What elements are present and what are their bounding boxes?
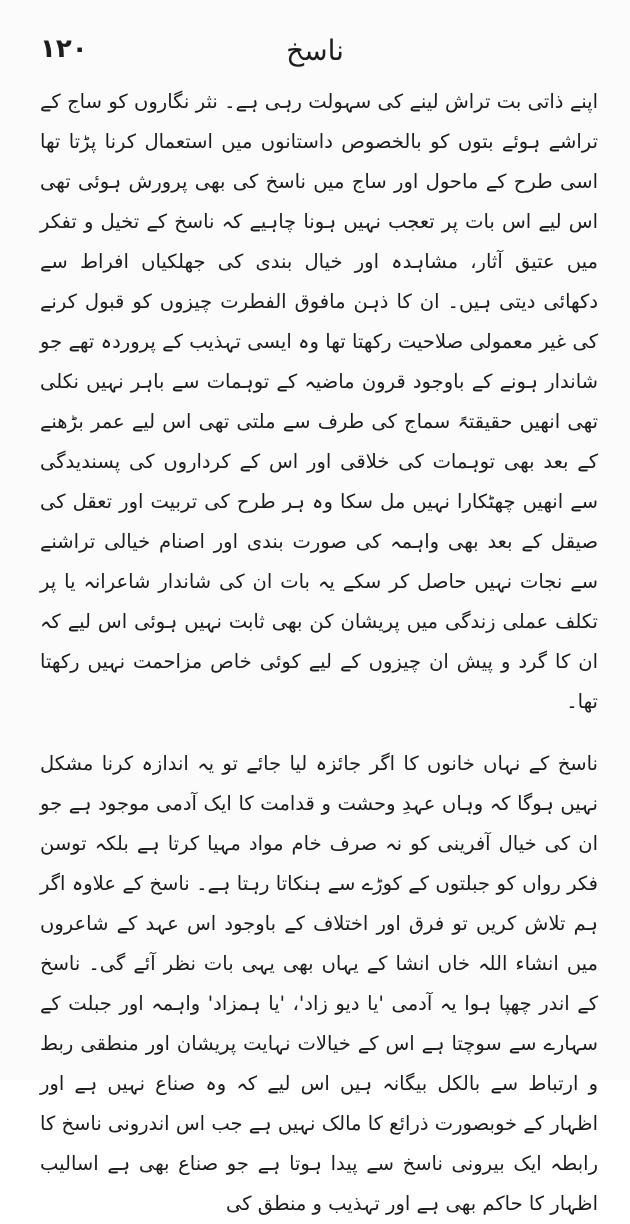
paragraph-2: ناسخ کے نہاں خانوں کا اگر جائزہ لیا جائے تو یہ اندازہ کرنا مشکل نہیں ہوگا کہ وہاں عہدِ وحشت و قدامت کا ایک آدمی موجود ہے جو ان کی خیال آفرینی کو نہ صرف خام مواد مہیا کرتا ہے بلکہ توسن فکر رواں کو جبلتوں کے کوڑے سے ہنکاتا رہتا ہے۔ ناسخ کے علاوہ اگر ہم تلاش کریں تو فرق اور اختلاف کے باوجود اس عہد کے شاعروں میں انشاء اللہ خاں انشا کے یہاں بھی یہی بات نظر آئے گی۔ ناسخ کے اندر چھپا ہوا یہ آدمی 'یا دیو زاد'، 'یا ہمزاد' واہمہ اور جبلت کے سہارے سے سوچتا ہے اس کے خیالات نہایت پریشان اور منطقی ربط و ارتباط سے بالکل بیگانہ ہیں اس لیے کہ وہ صناع نہیں ہے اور اظہار کے خوبصورت ذرائع کا مالک نہیں ہے جب اس اندرونی ناسخ کا رابطہ ایک بیرونی ناسخ سے پیدا ہوتا ہے جو صناع بھی ہے اسالیب اظہار کا حاکم بھی ہے اور تہذیب و منطق کی bbox=[40, 752, 598, 1215]
page-number: ۱۲۰ bbox=[40, 34, 88, 64]
page-header bbox=[40, 34, 590, 74]
running-title: ناسخ bbox=[286, 34, 344, 67]
body-text bbox=[40, 82, 598, 1224]
paragraph-1: اپنے ذاتی بت تراش لینے کی سہولت رہی ہے۔ نثر نگاروں کو ساج کے تراشے ہوئے بتوں کو بالخصوص داستانوں میں استعمال کرنا پڑتا تھا اسی طرح کے ماحول اور ساج میں ناسخ کی بھی پرورش ہوئی تھی اس لیے اس بات پر تعجب نہیں ہونا چاہیے کہ ناسخ کے تخیل و تفکر میں عتیق آثار، مشاہدہ اور خیال بندی کی جھلکیاں افراط سے دکھائی دیتی ہیں۔ ان کا ذہن مافوق الفطرت چیزوں کو قبول کرنے کی غیر معمولی صلاحیت رکھتا تھا وہ ایسی تہذیب کے پروردہ تھے جو شاندار ہونے کے باوجود قرون ماضیہ کے توہمات سے باہر نہیں نکلی تھی انھیں حقیقتہً سماج کی طرف سے ملتی تھی اس لیے عمر بڑھنے کے بعد بھی توہمات کی خلاقی اور اس کے کرداروں کی پسندیدگی سے انھیں چھٹکارا نہیں مل سکا وہ ہر طرح کی تربیت اور تعقل کی صیقل کے بعد بھی واہمہ کی صورت بندی اور اصنام خیالی تراشنے سے نجات نہیں حاصل کر سکے یہ بات ان کی شاندار شاعرانہ یا پر تکلف عملی زندگی میں پریشان کن بھی ثابت نہیں ہوئی اس لیے کہ ان کا گرد و پیش ان چیزوں کے لیے کوئی خاص مزاحمت نہیں رکھتا تھا۔ bbox=[40, 90, 598, 713]
